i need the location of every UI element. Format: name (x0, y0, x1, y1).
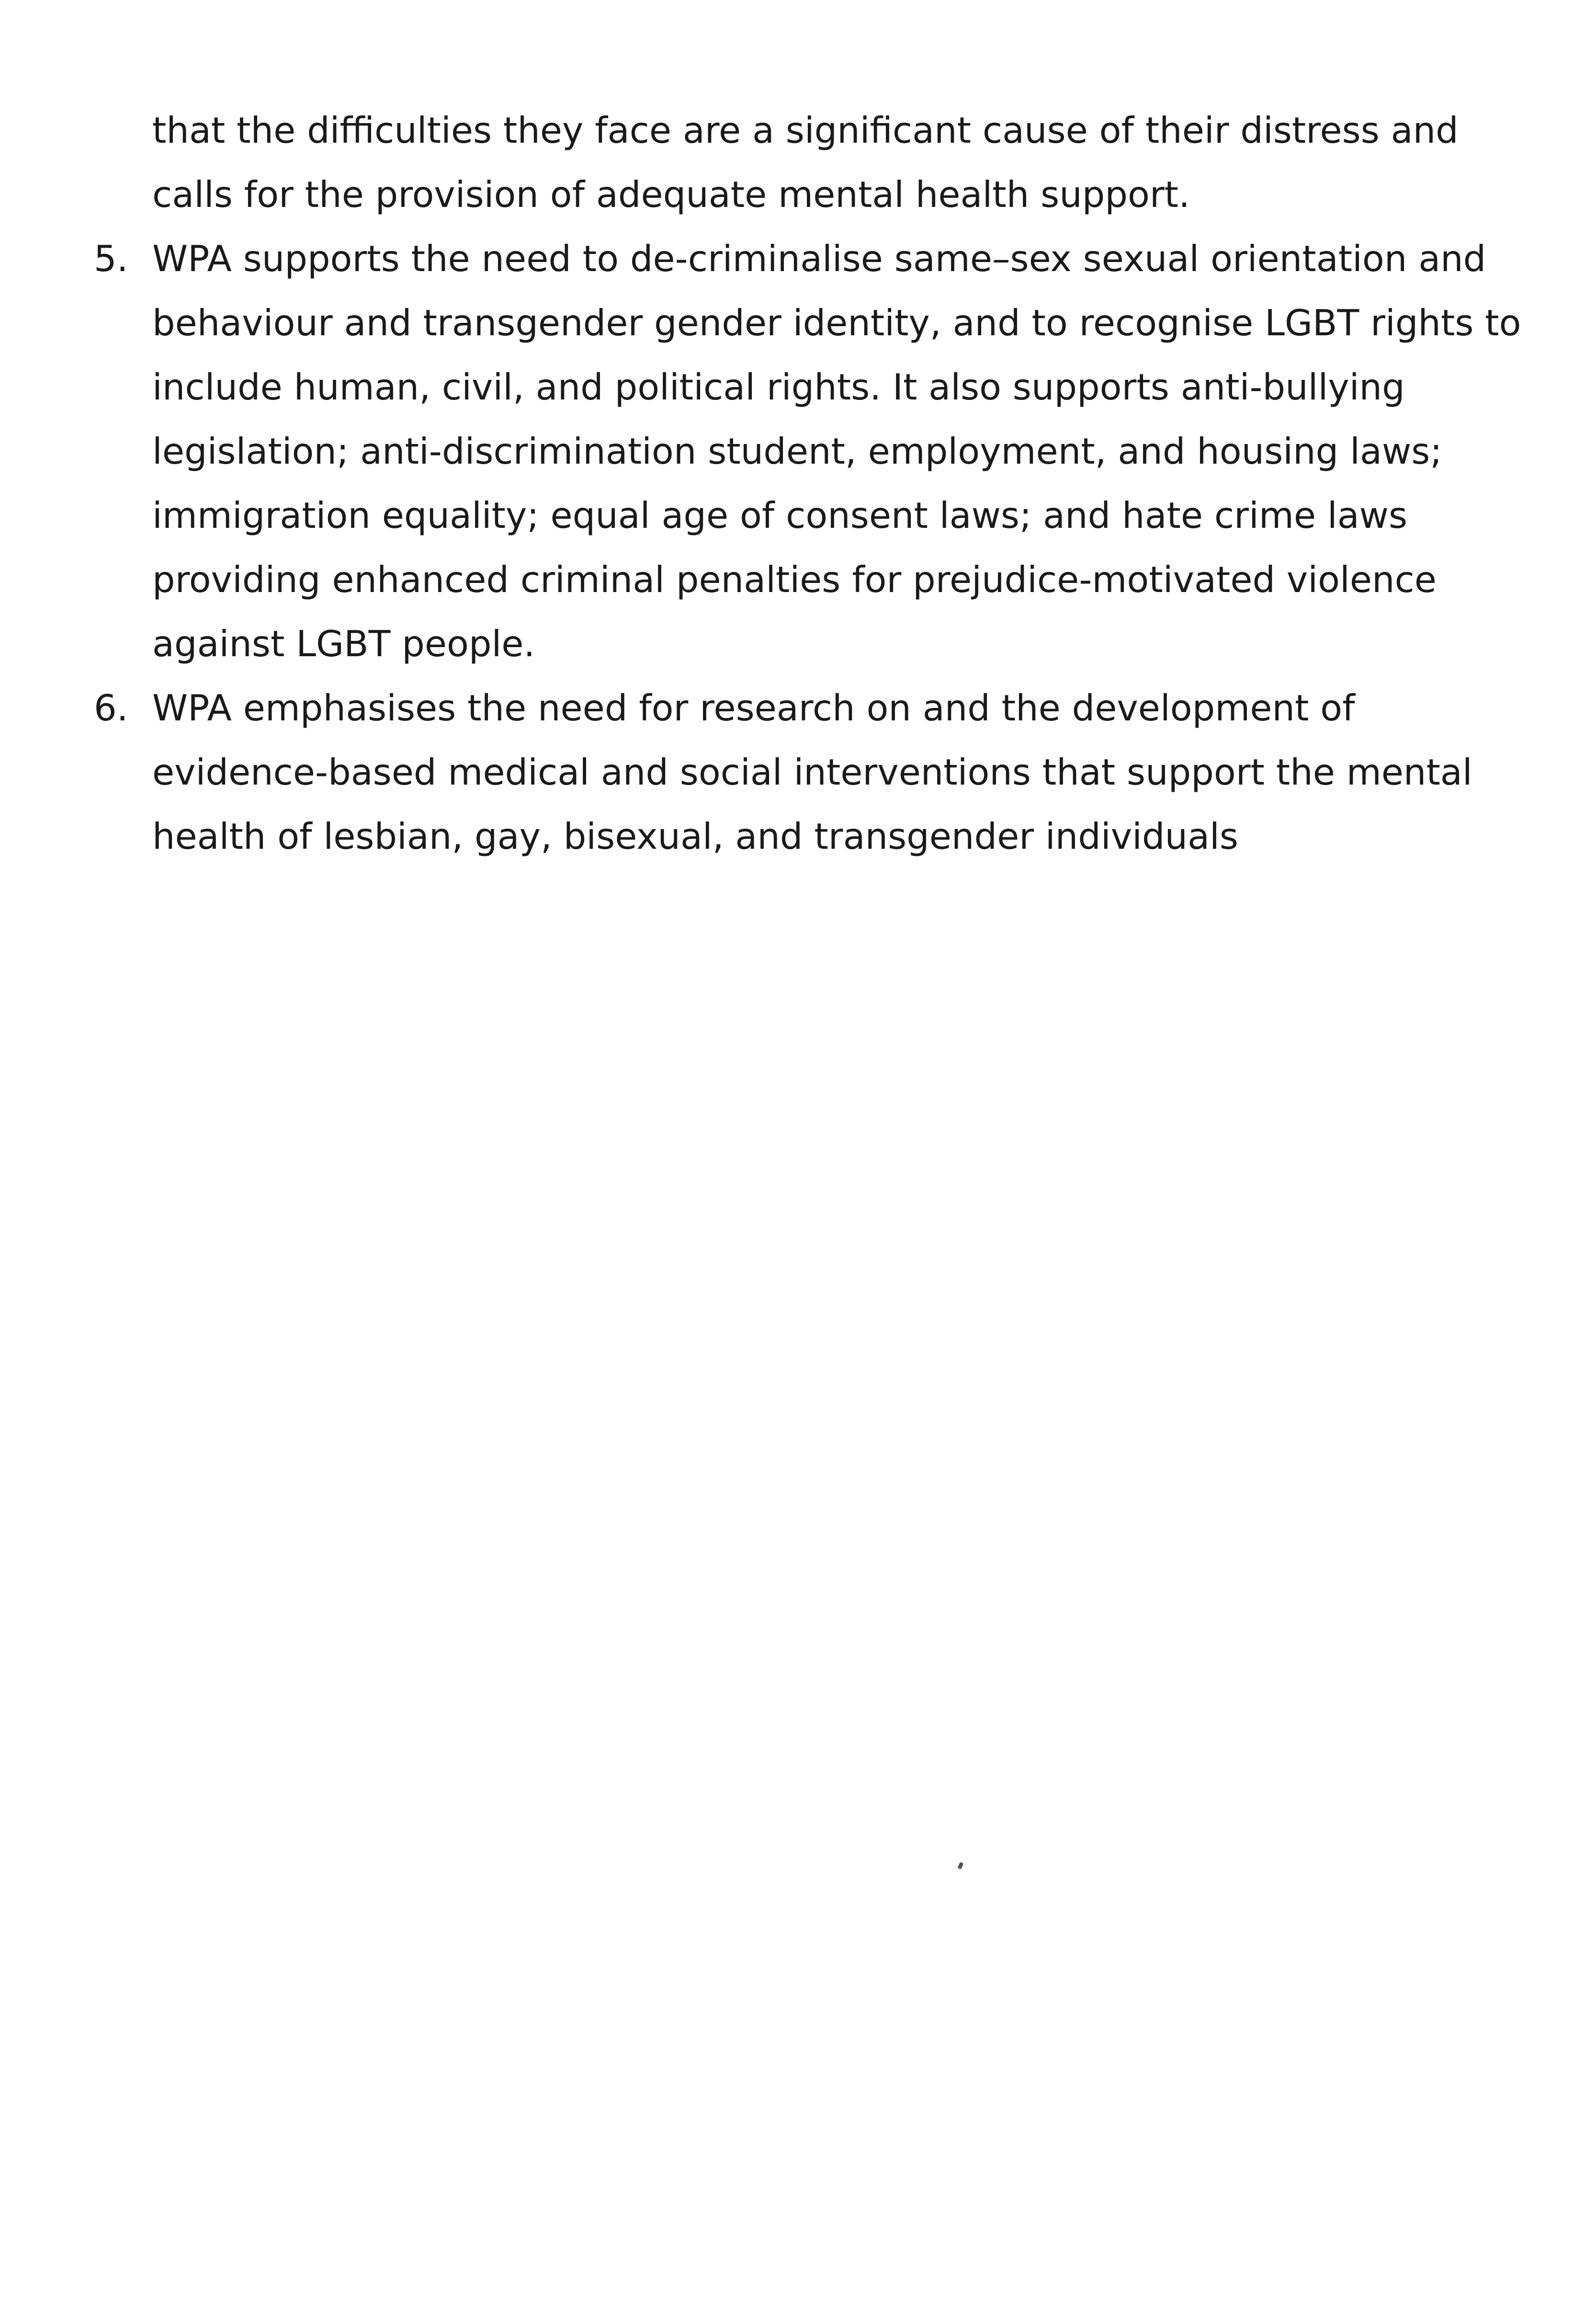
list-item-6 (94, 676, 1526, 868)
list-item-text: WPA emphasises the need for research on and the development of evidence-based medical and social interventions that support the mental health of lesbian, gay, bisexual, and transgender individuals (152, 687, 1472, 857)
scan-speck (957, 1862, 963, 1869)
list-item-5 (94, 227, 1526, 676)
document-body (94, 98, 1526, 868)
list-item-number: 6. (94, 687, 128, 729)
list-item-number: 5. (94, 238, 128, 280)
continuation-paragraph: that the difficulties they face are a significant cause of their distress and calls for the provision of adequate mental health support. (152, 109, 1459, 216)
list-item-text: WPA supports the need to de-criminalise same–sex sexual orientation and behaviour and transgender gender identity, and to recognise LGBT rights to include human, civil, and political rights. It also supports anti-bullying legislation; anti-discrimination student, employment, and housing laws; immigration equality; equal age of consent laws; and hate crime laws providing enhanced criminal penalties for prejudice-motivated violence against LGBT people. (152, 238, 1521, 665)
